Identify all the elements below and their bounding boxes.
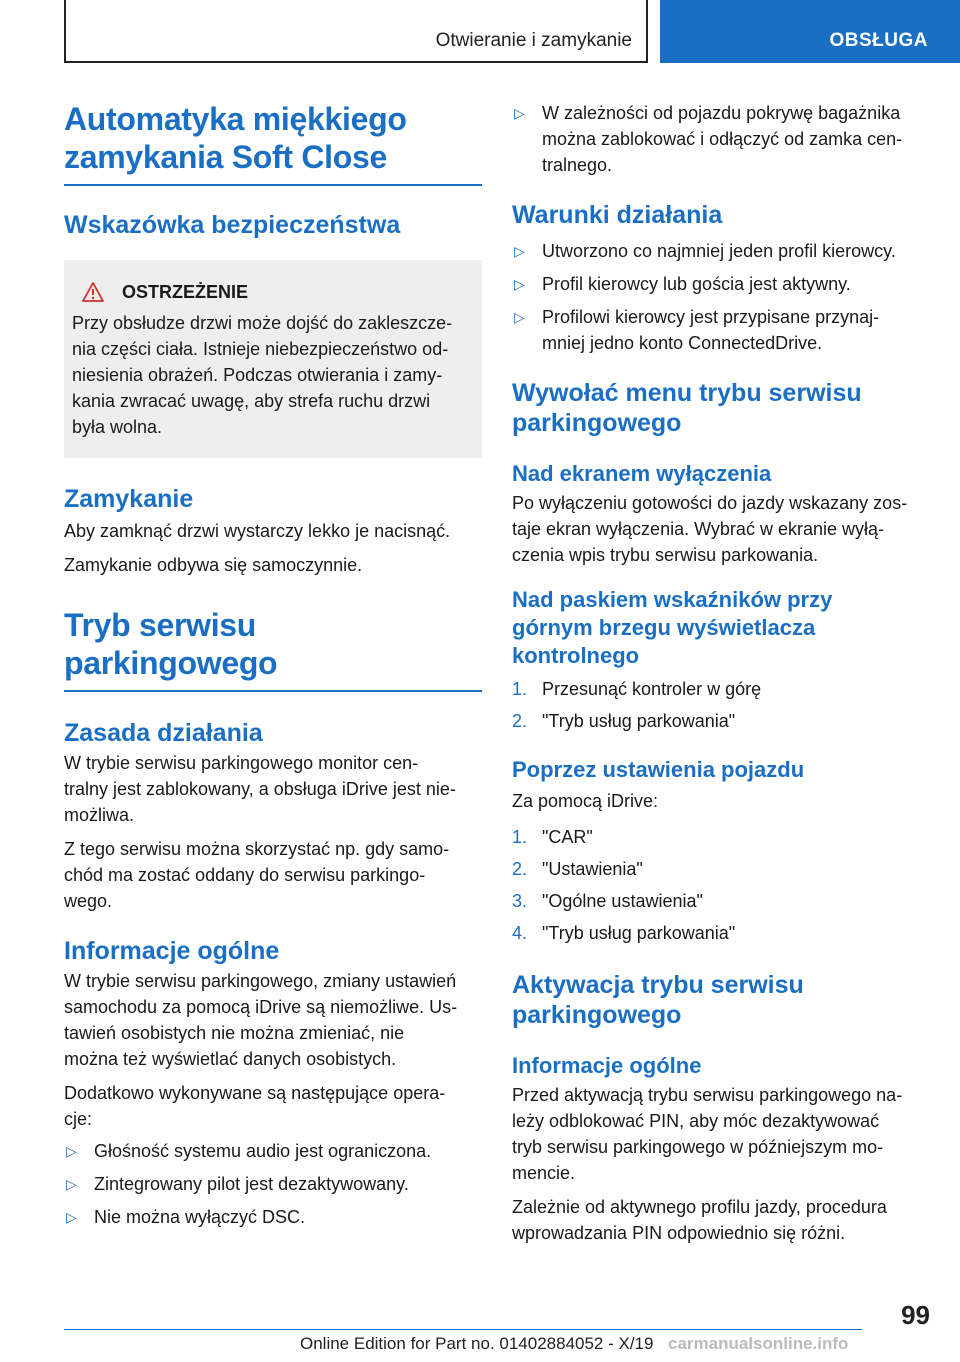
list-item: ▷ Nie można wyłączyć DSC. xyxy=(64,1204,482,1230)
warning-box xyxy=(64,260,482,458)
edition-text: Online Edition for Part no. 01402884052 - X/19 xyxy=(300,1334,654,1353)
trunk-list xyxy=(512,100,930,178)
chapter-tab-label: OBSŁUGA xyxy=(829,30,928,51)
triangle-bullet-icon: ▷ xyxy=(514,309,525,325)
heading-general-info: Informacje ogólne xyxy=(64,937,280,965)
closing-paragraph: Aby zamknąć drzwi wystarczy lekko je nacisnąć. xyxy=(64,521,451,541)
heading-parking-service: Tryb serwisu parkingowego xyxy=(64,607,278,681)
list-item: 1. Przesunąć kontroler w górę xyxy=(512,679,762,699)
heading-activation: Aktywacja trybu serwisu parkingowego xyxy=(512,971,804,1029)
triangle-bullet-icon: ▷ xyxy=(66,1176,77,1192)
settings-steps xyxy=(512,824,930,946)
right-column xyxy=(512,100,930,1246)
list-item: ▷ Profil kierowcy lub gościa jest aktywny. xyxy=(512,271,930,297)
left-column xyxy=(64,100,482,1230)
heading-indicator-bar: Nad paskiem wskaźników przy górnym brzegu wyświetlacza kontrolnego xyxy=(512,587,833,668)
list-item: 2. "Tryb usług parkowania" xyxy=(512,711,736,731)
footer-rule xyxy=(64,1329,862,1330)
general-paragraph: W trybie serwisu parkingowego, zmiany ustawień samochodu za pomocą iDrive są niemożliwe. Us- tawień osobistych nie można zmieniać, nie można też wyświetlać danych osobistych. xyxy=(64,971,458,1069)
indicator-steps xyxy=(512,676,930,734)
chapter-tab[interactable] xyxy=(660,0,960,63)
heading-conditions: Warunki działania xyxy=(512,201,723,229)
list-item: 2. "Ustawienia" xyxy=(512,859,643,879)
heading-soft-close: Automatyka miękkiego zamykania Soft Close xyxy=(64,101,407,175)
triangle-bullet-icon: ▷ xyxy=(514,243,525,259)
activation-paragraph: Zależnie od aktywnego profilu jazdy, procedura wprowadzania PIN odpowiednio się różni. xyxy=(512,1197,887,1243)
list-item: ▷ Zintegrowany pilot jest dezaktywowany. xyxy=(64,1171,482,1197)
page-number: 99 xyxy=(901,1300,930,1330)
triangle-bullet-icon: ▷ xyxy=(514,276,525,292)
activation-paragraph: Przed aktywacją trybu serwisu parkingowego na- leży odblokować PIN, aby móc dezaktywować tryb serwisu parkingowego w późniejszym mo- mencie. xyxy=(512,1085,903,1183)
heading-principle: Zasada działania xyxy=(64,719,263,747)
heading-rule xyxy=(64,690,482,692)
heading-above-screen: Nad ekranem wyłączenia xyxy=(512,461,772,486)
list-item: ▷ Głośność systemu audio jest ograniczona. xyxy=(64,1138,482,1164)
list-item: ▷ W zależności od pojazdu pokrywę bagażnika można zablokować i odłączyć od zamka cen- tralnego. xyxy=(512,100,930,178)
triangle-bullet-icon: ▷ xyxy=(514,105,525,121)
heading-vehicle-settings: Poprzez ustawienia pojazdu xyxy=(512,757,805,782)
heading-rule xyxy=(64,184,482,186)
warning-title: OSTRZEŻENIE xyxy=(76,280,474,304)
section-title: Otwieranie i zamykanie xyxy=(435,30,632,51)
section-header-box xyxy=(64,0,648,63)
heading-general-info: Informacje ogólne xyxy=(512,1053,702,1078)
heading-safety: Wskazówka bezpieczeństwa xyxy=(64,211,401,239)
list-item: 1. "CAR" xyxy=(512,827,593,847)
list-item: 4. "Tryb usług parkowania" xyxy=(512,923,736,943)
above-paragraph: Po wyłączeniu gotowości do jazdy wskazany zos- taje ekran wyłączenia. Wybrać w ekranie wyłą- czenia wpis trybu serwisu parkowania. xyxy=(512,493,908,565)
principle-paragraph: Z tego serwisu można skorzystać np. gdy samo- chód ma zostać oddany do serwisu parkingo- wego. xyxy=(64,839,450,911)
heading-closing: Zamykanie xyxy=(64,485,194,513)
heading-call-menu: Wywołać menu trybu serwisu parkingowego xyxy=(512,379,862,437)
warning-triangle-icon xyxy=(82,282,104,302)
list-item: 3. "Ogólne ustawienia" xyxy=(512,891,703,911)
triangle-bullet-icon: ▷ xyxy=(66,1143,77,1159)
settings-paragraph: Za pomocą iDrive: xyxy=(512,791,659,811)
warning-text: Przy obsłudze drzwi może dojść do zakleszcze- nia części ciała. Istnieje niebezpieczeństwo od- niesienia obrażeń. Podczas otwierania i zamy- kania zwracać uwagę, aby strefa ruchu drzwi była wolna. xyxy=(72,313,453,437)
watermark: carmanualsonline.info xyxy=(668,1334,849,1353)
general-list xyxy=(64,1138,482,1230)
page-header xyxy=(64,0,960,66)
general-paragraph: Dodatkowo wykonywane są następujące opera- cje: xyxy=(64,1083,446,1129)
conditions-list xyxy=(512,238,930,356)
principle-paragraph: W trybie serwisu parkingowego monitor cen- tralny jest zablokowany, a obsługa iDrive jest nie- możliwa. xyxy=(64,753,456,825)
list-item: ▷ Utworzono co najmniej jeden profil kierowcy. xyxy=(512,238,930,264)
triangle-bullet-icon: ▷ xyxy=(66,1209,77,1225)
list-item: ▷ Profilowi kierowcy jest przypisane przynaj- mniej jedno konto ConnectedDrive. xyxy=(512,304,930,356)
closing-paragraph: Zamykanie odbywa się samoczynnie. xyxy=(64,555,363,575)
